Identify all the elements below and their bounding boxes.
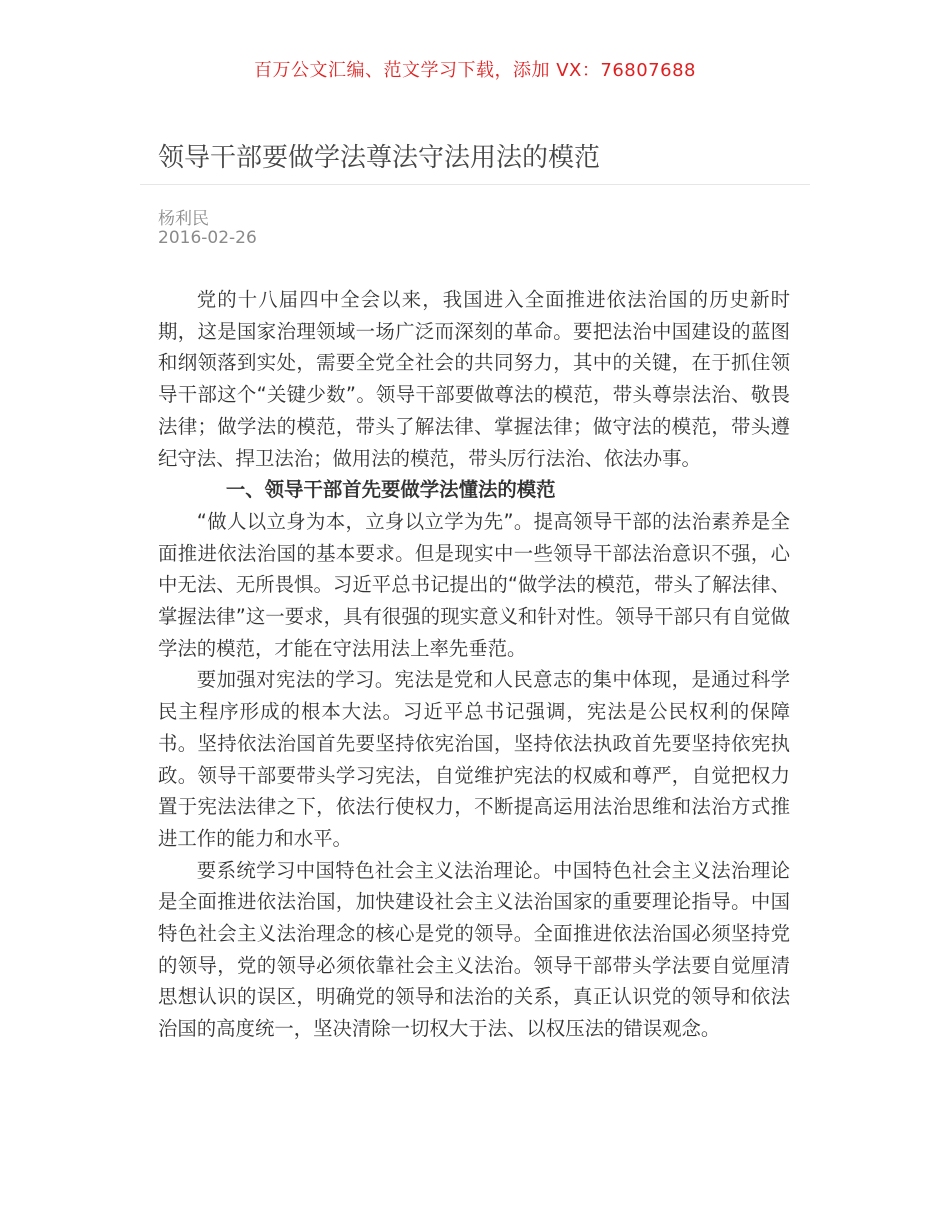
title-divider (140, 184, 810, 185)
section-heading: 一、领导干部首先要做学法懂法的模范 (225, 478, 556, 502)
article-title: 领导干部要做学法尊法守法用法的模范 (158, 143, 601, 173)
paragraph: “做人以立身为本，立身以立学为先”。提高领导干部的法治素养是全面推进依法治国的基本要求。但是现实中一些领导干部法治意识不强，心中无法、无所畏惧。习近平总书记提出的“做学法的模范，带头了解法律、掌握法律”这一要求，具有很强的现实意义和针对性。领导干部只有自觉做学法的模范，才能在守法用法上率先垂范。 (158, 509, 790, 660)
article-author: 杨利民 (158, 209, 209, 229)
promo-banner: 百万公文汇编、范文学习下载，添加 VX：76807688 (254, 60, 696, 81)
paragraph: 党的十八届四中全会以来，我国进入全面推进依法治国的历史新时期，这是国家治理领域一场广泛而深刻的革命。要把法治中国建设的蓝图和纲领落到实处，需要全党全社会的共同努力，其中的关键，在于抓住领导干部这个“关键少数”。领导干部要做尊法的模范，带头尊崇法治、敬畏法律；做学法的模范，带头了解法律、掌握法律；做守法的模范，带头遵纪守法、捍卫法治；做用法的模范，带头厉行法治、依法办事。 (158, 288, 790, 470)
article-body (158, 284, 790, 1045)
paragraph: 要系统学习中国特色社会主义法治理论。中国特色社会主义法治理论是全面推进依法治国，加快建设社会主义法治国家的重要理论指导。中国特色社会主义法治理念的核心是党的领导。全面推进依法治国必须坚持党的领导，党的领导必须依靠社会主义法治。领导干部带头学法要自觉厘清思想认识的误区，明确党的领导和法治的关系，真正认识党的领导和依法治国的高度统一，坚决清除一切权大于法、以权压法的错误观念。 (158, 858, 790, 1041)
article-date: 2016-02-26 (158, 228, 257, 248)
paragraph: 要加强对宪法的学习。宪法是党和人民意志的集中体现，是通过科学民主程序形成的根本大法。习近平总书记强调，宪法是公民权利的保障书。坚持依法治国首先要坚持依宪治国，坚持依法执政首先要坚持依宪执政。领导干部要带头学习宪法，自觉维护宪法的权威和尊严，自觉把权力置于宪法法律之下，依法行使权力，不断提高运用法治思维和法治方式推进工作的能力和水平。 (158, 668, 790, 850)
